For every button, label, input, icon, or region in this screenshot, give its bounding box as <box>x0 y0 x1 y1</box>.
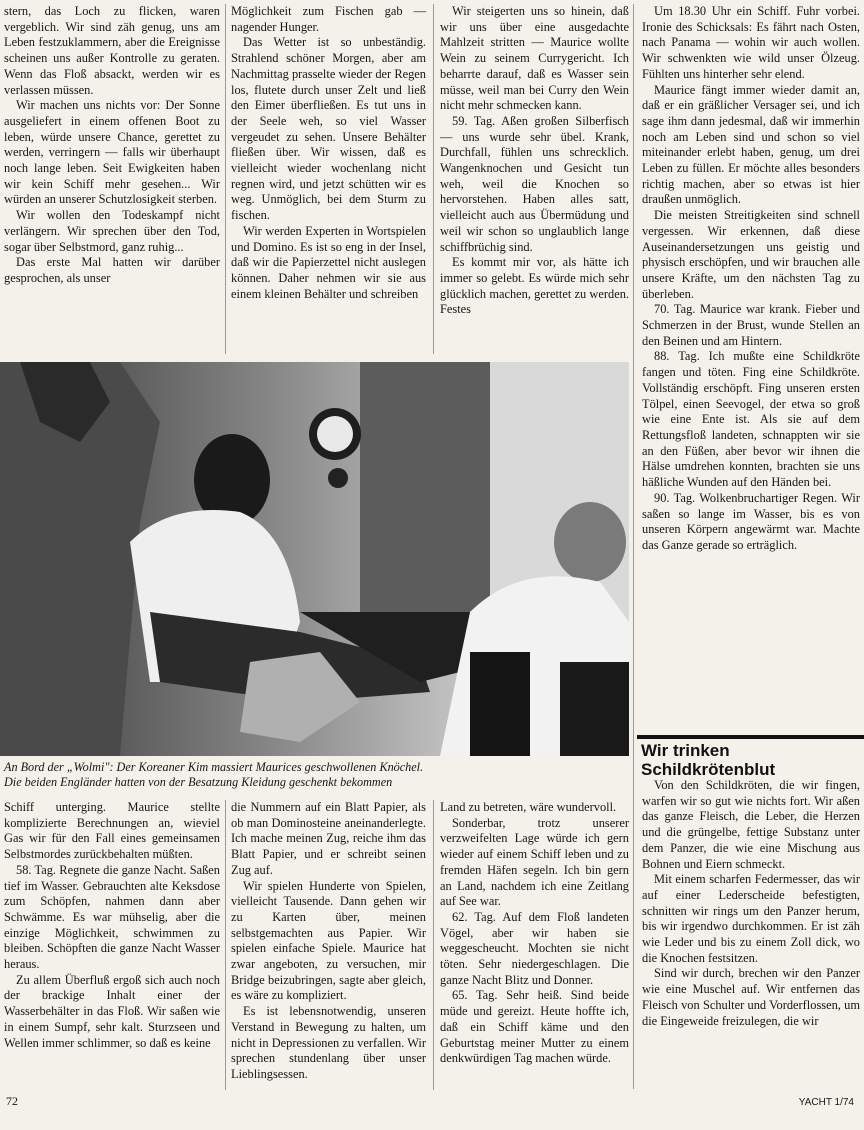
paragraph: Das erste Mal hatten wir darüber gesprochen, als unser <box>4 255 220 285</box>
column-divider <box>633 4 634 1089</box>
photo-caption <box>4 760 629 790</box>
article-column-4-bottom <box>642 778 860 1029</box>
article-column-3-top <box>440 4 629 318</box>
article-column-1-top <box>4 4 220 287</box>
paragraph: Von den Schildkröten, die wir fingen, warfen wir so gut wie nichts fort. Wir aßen das ganze Fleisch, die Leber, die Herzen und die grüngelbe, fettige Substanz unter dem Panzer, die wie eine Mischung aus Bohnen und Eiern schmeckt. <box>642 778 860 871</box>
caption-line: An Bord der „Wolmi": Der Koreaner Kim massiert Maurices geschwollenen Knöchel. <box>4 760 424 774</box>
paragraph: Land zu betreten, wäre wundervoll. <box>440 800 617 814</box>
headline-line: Schildkrötenblut <box>641 760 776 779</box>
paragraph: Maurice fängt immer wieder damit an, daß er ein gräßlicher Versager sei, und ich sage ihm dann jedesmal, daß wir immerhin noch am Leben sind und schon so viel miteinander erlebt haben, genug, um drei Leben zu füllen. Er möchte alles besonders richtig machen, aber so etwas ist hier draußen unmöglich. <box>642 82 860 207</box>
column-divider <box>225 800 226 1090</box>
headline-rule <box>637 735 864 739</box>
headline-line: Wir trinken <box>641 741 730 760</box>
paragraph: Wir machen uns nichts vor: Der Sonne ausgeliefert in einem offenen Boot zu leben, würde unsere Chance, gerettet zu werden, verringern — falls wir überhaupt noch lange leben. Seit Ewigkeiten haben wir kein Schiff mehr gesehen... Wir würden an unserer Schutzlosigkeit sterben. <box>4 98 220 207</box>
paragraph: Sind wir durch, brechen wir den Panzer wie eine Muschel auf. Wir entfernen das Fleisch von Schulter und Vorderflossen, um die Eingeweide freizulegen, die wir <box>642 966 860 1028</box>
paragraph: Das Wetter ist so unbeständig. Strahlend schöner Morgen, aber am Nachmittag prasselte wieder der Regen los, flutete durch unser Zelt und ließ den Eimer überfließen. Es tut uns in der Seele weh, so viel Wasser vergeudet zu sehen. Unsere Behälter fließen über. Wir wissen, daß es vielleicht wieder wochenlang nicht regnen wird, und jetzt schütten wir es weg. Unmöglich, bei dem Sturm zu fischen. <box>231 35 426 223</box>
paragraph: 62. Tag. Auf dem Floß landeten Vögel, aber wir haben sie weggescheucht. Mochten sie nicht töten. Sehr niedergeschlagen. Die ganze Nacht Blitz und Donner. <box>440 909 629 987</box>
paragraph: Schiff unterging. Maurice stellte komplizierte Berechnungen an, wieviel Gas wir für den Fall eines gemeinsamen Selbstmordes zurückbehalten müßten. <box>4 800 220 862</box>
paragraph: Zu allem Überfluß ergoß sich auch noch der brackige Inhalt einer der Wasserbehälter in das Floß. Wir saßen wie in einem Sumpf, sehr kalt. Sturzseen und Wellen immer schlimmer, so daß es keine <box>4 972 220 1050</box>
paragraph: Mit einem scharfen Federmesser, das wir auf einer Lederscheide befestigten, schnitten wir rings um den Panzer herum, bis wir irgendwo durchkommen. Er ist zäh wie Leder und bis zu einem Zoll dick, wo die Knochen festsitzen. <box>642 872 860 965</box>
paragraph: 70. Tag. Maurice war krank. Fieber und Schmerzen in der Brust, wunde Stellen an den Beinen und am Hintern. <box>642 302 860 348</box>
paragraph: 59. Tag. Aßen großen Silberfisch — uns wurde sehr übel. Krank, Durchfall, fühlen uns schrecklich. Wangenknochen und Gesicht tun weh, weil die Knochen so hervorstehen. Haben alles satt, vielleicht auch aus Übermüdung und weil wir schon so unglaublich lange schiffbrüchig sind. <box>440 113 629 254</box>
paragraph: Sonderbar, trotz unserer verzweifelten Lage würde ich gern wieder auf einem Schiff leben und zu fremden Häfen segeln. Ich bin gern an Land, nachdem ich eine Zeitlang auf See war. <box>440 815 629 909</box>
column-divider <box>225 4 226 354</box>
paragraph: die Nummern auf ein Blatt Papier, als ob man Dominosteine aneinanderlegte. Ich mache meinen Zug, reiche ihm das Blatt Papier, und er schreibt seinen Zug auf. <box>231 800 426 877</box>
paragraph: 90. Tag. Wolkenbruchartiger Regen. Wir saßen so lange im Wasser, bis es von unseren Körpern angewärmt war. Machte das Ganze gerade so erträglich. <box>642 490 860 552</box>
article-column-4 <box>642 4 860 554</box>
paragraph: Wir steigerten uns so hinein, daß wir uns über eine ausgedachte Mahlzeit stritten — Maurice wollte Wein zu seinem Currygericht. Ich beharrte darauf, daß es Wasser sein müsse, weil man bei Curry den Wein nicht mehr schmecken kann. <box>440 4 629 113</box>
paragraph: Wir wollen den Todeskampf nicht verlängern. Wir sprechen über den Tod, sogar über Selbstmord, ganz ruhig... <box>4 208 220 254</box>
column-divider <box>433 4 434 354</box>
paragraph: 88. Tag. Ich mußte eine Schildkröte fangen und töten. Fing eine Schildkröte. Vollständig erschöpft. Fing unseren ersten Tölpel, einen Seevogel, der etwa so groß wie eine Ente ist. Als sie auf dem Rettungsfloß landeten, schnappten wir sie an den Füßen, aber bevor wir ihnen die Hälse umdrehen konnten, brachten sie uns häßliche Wunden auf den Händen bei. <box>642 349 860 490</box>
paragraph: 65. Tag. Sehr heiß. Sind beide müde und gereizt. Heute hoffte ich, daß ein Schiff käme und den Geburtstag meiner Mutter zu einem denkwürdigen Tag machen würde. <box>440 988 629 1066</box>
paragraph: 58. Tag. Regnete die ganze Nacht. Saßen tief im Wasser. Gebrauchten alte Keksdose zum Schöpfen, nahmen dann aber Schwämme. Es war mühselig, aber die einzige Möglichkeit, schwimmen zu bleiben. Schöpften die ganze Nacht Wasser heraus. <box>4 862 220 972</box>
column-divider <box>433 800 434 1090</box>
article-column-1-bottom <box>4 800 220 1051</box>
article-column-2-bottom <box>231 800 426 1083</box>
paragraph: Die meisten Streitigkeiten sind schnell vergessen. Wir erkennen, daß diese Auseinandersetzungen uns geistig und physisch erschöpfen, und wir brauchen alle unsere Kräfte, um den nächsten Tag zu überleben. <box>642 208 860 301</box>
section-headline <box>641 741 861 779</box>
article-column-3-bottom <box>440 800 629 1067</box>
paragraph: Es kommt mir vor, als hätte ich immer so gelebt. Es würde mich sehr glücklich machen, gerettet zu werden. Festes <box>440 255 629 317</box>
paragraph: Wir spielen Hunderte von Spielen, vielleicht Tausende. Dann gehen wir zu Karten über, meinen selbstgemachten aus Papier. Wir spielen einfache Spiele. Maurice hat zwar angeboten, zu versuchen, mir Bridge beizubringen, sagte aber gleich, es wäre zu kompliziert. <box>231 878 426 1003</box>
page-number: 72 <box>6 1094 18 1108</box>
magazine-footer: YACHT 1/74 <box>798 1097 854 1108</box>
paragraph: Um 18.30 Uhr ein Schiff. Fuhr vorbei. Ironie des Schicksals: Es fährt nach Osten, nach Panama — wohin wir auch wollen. Wir schwenkten wie wild unser Ölzeug. Fühlten uns hinterher sehr elend. <box>642 4 860 81</box>
article-column-2-top <box>231 4 426 302</box>
paragraph: Es ist lebensnotwendig, unseren Verstand in Bewegung zu halten, um nicht in Depressionen zu verfallen. Wir sprechen stundenlang über unser Lieblingsessen. <box>231 1004 426 1081</box>
photo-illustration <box>0 362 629 756</box>
caption-line: Die beiden Engländer hatten von der Besatzung Kleidung geschenkt bekommen <box>4 775 393 789</box>
paragraph: stern, das Loch zu flicken, waren vergeblich. Wir sind zäh genug, uns am Leben festzuklammern, aber die Ereignisse scheinen uns außer Kontrolle zu geraten. Wenn das Floß absackt, werden wir es verlassen müssen. <box>4 4 220 97</box>
paragraph: Möglichkeit zum Fischen gab — nagender Hunger. <box>231 4 426 34</box>
photo-crew-massage <box>0 362 629 756</box>
paragraph: Wir werden Experten in Wortspielen und Domino. Es ist so eng in der Insel, daß wir die Papierzettel nicht auslegen können. Daher nehmen wir sie aus einem kleinen Behälter und schreiben <box>231 223 426 301</box>
